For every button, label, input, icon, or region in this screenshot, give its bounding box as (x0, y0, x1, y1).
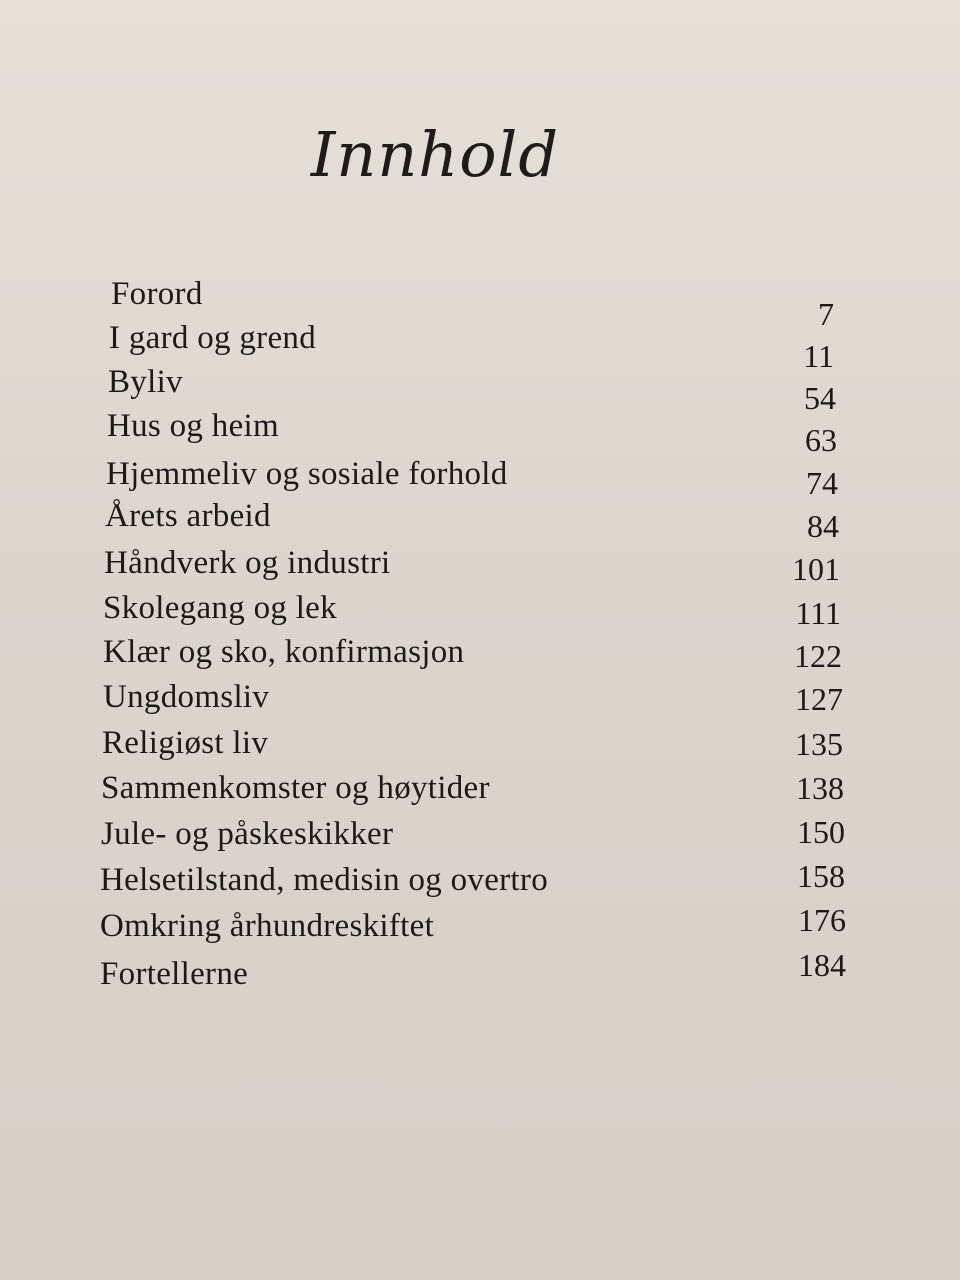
toc-entry-label: Omkring århundreskiftet (100, 908, 435, 944)
toc-entry-label: I gard og grend (109, 320, 317, 356)
toc-entry (0, 408, 960, 458)
toc-entry-page: 135 (795, 726, 843, 762)
toc-entry-page: 127 (795, 681, 843, 717)
toc-entry-label: Jule- og påskeskikker (101, 816, 394, 852)
toc-entry-page: 74 (806, 465, 838, 501)
toc-entry-page: 184 (798, 947, 846, 983)
toc-entry (0, 634, 960, 674)
toc-entry (0, 590, 960, 630)
toc-entry (0, 276, 960, 332)
toc-entry (0, 320, 960, 374)
toc-entry-label: Ungdomsliv (103, 679, 270, 715)
toc-entry-page: 11 (803, 338, 834, 374)
toc-entry-page: 101 (792, 551, 840, 587)
toc-entry (0, 498, 960, 544)
toc-entry (0, 947, 960, 996)
toc-entry-label: Hus og heim (107, 408, 279, 444)
toc-entry-label: Religiøst liv (102, 725, 269, 761)
toc-entry-label: Forord (111, 276, 203, 312)
toc-entry-label: Håndverk og industri (104, 545, 391, 581)
page-title: Innhold (310, 118, 560, 191)
toc-entry (0, 364, 960, 416)
toc-entry-page: 176 (798, 902, 846, 938)
toc-entry (0, 816, 960, 856)
toc-entry-page: 84 (807, 508, 839, 544)
toc-entry-page: 7 (818, 296, 834, 332)
toc-entry-label: Fortellerne (100, 956, 249, 992)
toc-entry (0, 679, 960, 719)
toc-entry-label: Klær og sko, konfirmasjon (103, 634, 465, 670)
toc-entry-page: 111 (795, 595, 841, 631)
toc-entry-label: Hjemmeliv og sosiale forhold (106, 456, 508, 492)
toc-entry-label: Byliv (108, 364, 183, 400)
toc-entry (0, 902, 960, 948)
toc-entry-label: Helsetilstand, medisin og overtro (100, 862, 548, 898)
toc-entry-page: 138 (796, 770, 844, 806)
toc-entry (0, 858, 960, 902)
toc-entry-page: 122 (794, 638, 842, 674)
toc-entry-page: 158 (797, 858, 845, 894)
toc-entry (0, 770, 960, 810)
toc-entry (0, 456, 960, 501)
toc-entry-label: Sammenkomster og høytider (101, 770, 490, 806)
toc-entry (0, 545, 960, 585)
toc-entry-label: Skolegang og lek (103, 590, 337, 626)
toc-entry-label: Årets arbeid (105, 498, 271, 534)
toc-entry-page: 54 (804, 380, 836, 416)
toc-entry-page: 150 (797, 814, 845, 850)
toc-entry-page: 63 (805, 422, 837, 458)
toc-entry (0, 725, 960, 765)
